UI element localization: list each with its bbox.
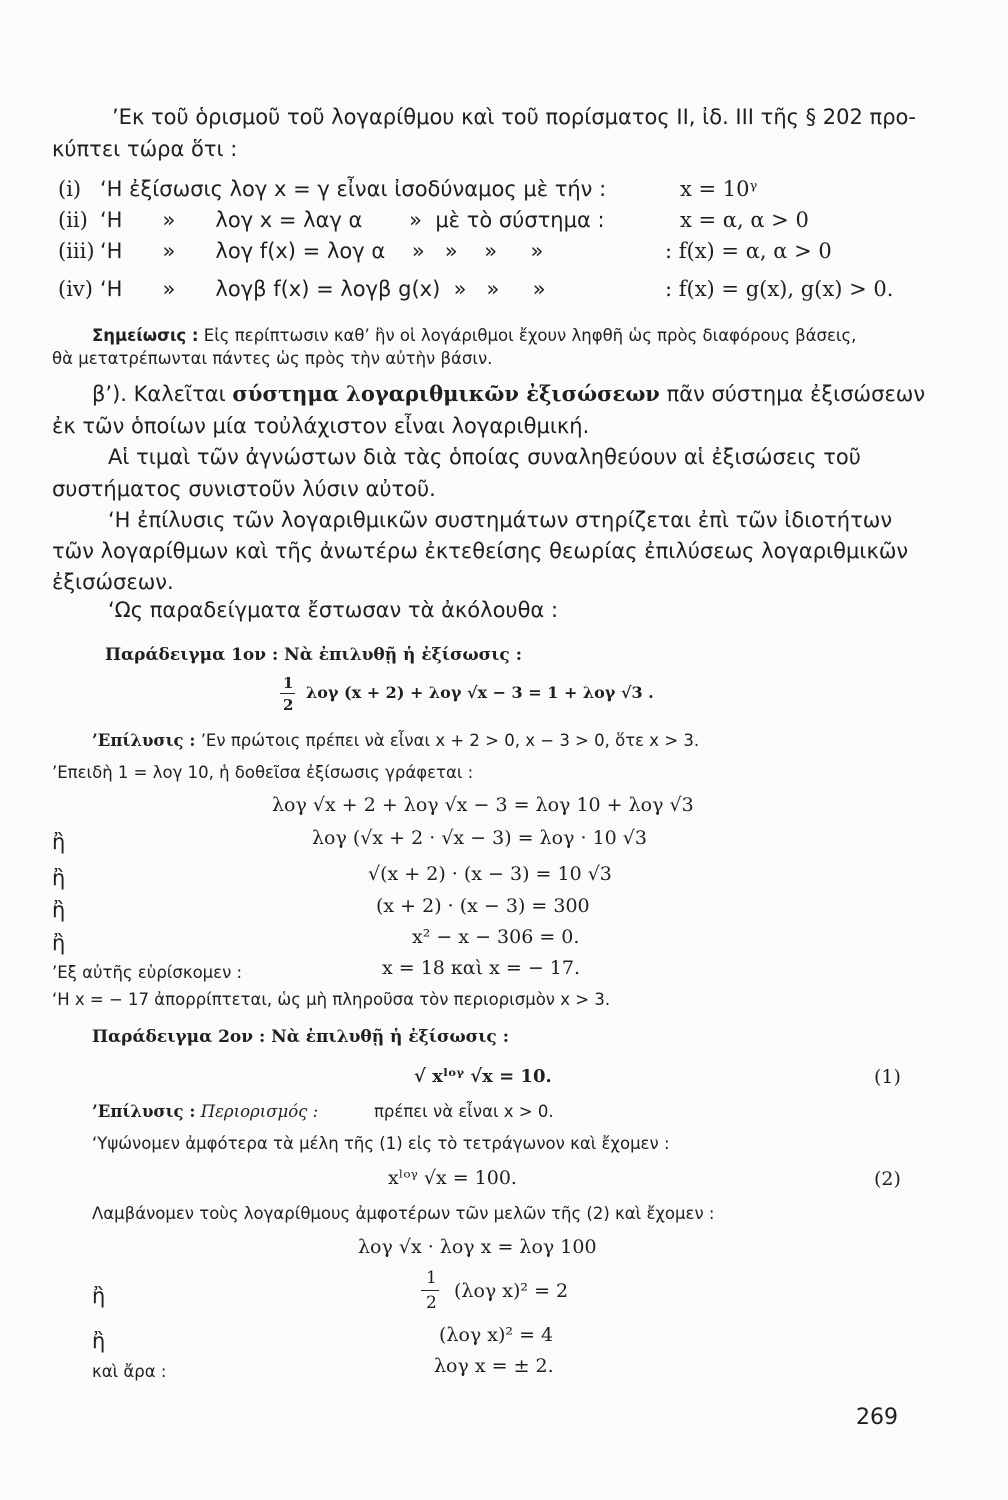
ex1-since-line: ’Επειδὴ 1 = λογ 10, ἡ δοθεῖσα ἐξίσωσις γράφεται : — [52, 763, 474, 782]
ex1-step: λογ √x + 2 + λογ √x − 3 = λογ 10 + λογ √3 — [272, 794, 694, 816]
para-b-line-1 — [92, 381, 925, 407]
ex1-step: λογ (√x + 2 · √x − 3) = λογ · 10 √3 — [312, 827, 648, 849]
case-result: x = 10ᵞ — [680, 177, 758, 201]
ex2-equation-1-number: (1) — [874, 1066, 901, 1088]
case-text: ‘Η » λογβ f(x) = λογβ g(x) » » » — [100, 277, 546, 301]
note-label: Σημείωσις : — [92, 326, 199, 345]
ex1-step-prefix: ἢ — [52, 866, 66, 890]
para-b-line-3: Αἱ τιμαὶ τῶν ἀγνώστων διὰ τὰς ὁποίας συναληθεύουν αἱ ἐξισώσεις τοῦ — [108, 445, 861, 469]
ex2-solution-label: ’Επίλυσις : — [92, 1102, 196, 1121]
case-result: : f(x) = α, α > 0 — [665, 239, 832, 263]
ex1-reject-line: ‘Η x = − 17 ἀπορρίπτεται, ὡς μὴ πληροῦσα τὸν περιορισμὸν x > 3. — [52, 990, 611, 1009]
para-b-line-5: ‘Η ἐπίλυσις τῶν λογαριθμικῶν συστημάτων στηρίζεται ἐπὶ τῶν ἰδιοτήτων — [108, 508, 893, 532]
para-b-tail: πᾶν σύστημα ἐξισώσεων — [666, 382, 926, 406]
case-label: (iii) — [58, 239, 95, 263]
case-text: ‘Η ἐξίσωσις λογ x = γ εἶναι ἰσοδύναμος μὲ τήν : — [100, 177, 607, 201]
intro-line-1: ’Εκ τοῦ ὁρισμοῦ τοῦ λογαρίθμου καὶ τοῦ πορίσματος ΙΙ, ἰδ. ΙΙΙ τῆς § 202 προ- — [112, 105, 916, 129]
page-number: 269 — [856, 1405, 898, 1430]
case-text: ‘Η » λογ x = λαγ α » μὲ τὸ σύστημα : — [100, 208, 605, 232]
ex1-solution-label: ’Επίλυσις : — [92, 731, 196, 750]
ex1-step: x² − x − 306 = 0. — [412, 926, 580, 948]
ex2-step-2-prefix: ἢ — [92, 1284, 106, 1308]
intro-line-2: κύπτει τώρα ὅτι : — [52, 137, 238, 161]
ex2-equation-1: √ xˡᵒᵞ √x = 10. — [414, 1066, 552, 1087]
case-label: (ii) — [58, 208, 88, 232]
ex1-equation: λογ (x + 2) + λογ √x − 3 = 1 + λογ √3 . — [306, 683, 654, 702]
case-label: (i) — [58, 177, 82, 201]
case-result: x = α, α > 0 — [680, 208, 809, 232]
ex2-log-line: Λαμβάνομεν τοὺς λογαρίθμους ἀμφοτέρων τῶν μελῶν τῆς (2) καὶ ἔχομεν : — [92, 1204, 715, 1223]
ex1-step-prefix: ἢ — [52, 931, 66, 955]
para-b-line-6: τῶν λογαρίθμων καὶ τῆς ἀνωτέρω ἐκτεθείσης θεωρίας ἐπιλύσεως λογαριθμικῶν — [52, 539, 909, 563]
ex2-restriction-text: πρέπει νὰ εἶναι x > 0. — [374, 1102, 554, 1121]
ex2-solution-line — [92, 1099, 318, 1125]
ex1-solution-line — [92, 728, 699, 754]
ex2-step-2: (λογ x)² = 2 — [454, 1280, 569, 1302]
ex1-step-prefix: ἢ — [52, 898, 66, 922]
example-1-title: Παράδειγμα 1ον : Νὰ ἐπιλυθῇ ἡ ἐξίσωσις : — [105, 645, 522, 665]
ex2-step-4-prefix: καὶ ἄρα : — [92, 1362, 167, 1381]
ex2-equation-2-number: (2) — [874, 1168, 901, 1190]
para-b-term: σύστημα λογαριθμικῶν ἐξισώσεων — [232, 381, 660, 406]
ex1-fraction-numerator: 1 — [283, 674, 294, 692]
ex2-restriction-label: Περιορισμός : — [200, 1102, 319, 1121]
ex2-step-3: (λογ x)² = 4 — [439, 1324, 554, 1346]
ex1-from-label: ’Εξ αὐτῆς εὑρίσκομεν : — [52, 963, 243, 982]
case-text: ‘Η » λογ f(x) = λογ α » » » » — [100, 239, 544, 263]
ex2-step-3-prefix: ἢ — [92, 1329, 106, 1353]
note-text: Εἰς περίπτωσιν καθ’ ἣν οἱ λογάριθμοι ἔχουν ληφθῆ ὡς πρὸς διαφόρους βάσεις, — [203, 326, 857, 345]
para-b-line-2: ἐκ τῶν ὁποίων μία τοὐλάχιστον εἶναι λογαριθμική. — [52, 414, 590, 438]
para-b-lead: β’). Καλεῖται — [92, 382, 226, 406]
para-b-line-4: συστήματος συνιστοῦν λύσιν αὐτοῦ. — [52, 477, 436, 501]
case-label: (iv) — [58, 277, 93, 301]
case-result: : f(x) = g(x), g(x) > 0. — [665, 277, 894, 301]
ex1-step: (x + 2) · (x − 3) = 300 — [376, 895, 590, 917]
ex1-fraction-bar — [280, 693, 295, 694]
ex2-fraction-denominator: 2 — [426, 1293, 437, 1313]
ex1-step: √(x + 2) · (x − 3) = 10 √3 — [368, 863, 612, 885]
ex1-roots: x = 18 καὶ x = − 17. — [382, 957, 581, 979]
ex2-fraction-numerator: 1 — [426, 1268, 437, 1288]
ex1-solution-text: ’Εν πρώτοις πρέπει νὰ εἶναι x + 2 > 0, x − 3 > 0, ὅτε x > 3. — [200, 731, 700, 750]
para-b-line-8: ‘Ως παραδείγματα ἔστωσαν τὰ ἀκόλουθα : — [108, 598, 559, 622]
example-2-title: Παράδειγμα 2ον : Νὰ ἐπιλυθῇ ἡ ἐξίσωσις : — [92, 1027, 509, 1047]
ex2-step-4: λογ x = ± 2. — [434, 1355, 554, 1377]
para-b-line-7: ἐξισώσεων. — [52, 570, 174, 594]
ex2-step-1: λογ √x · λογ x = λογ 100 — [358, 1236, 597, 1258]
ex2-equation-2: xˡᵒᵞ √x = 100. — [388, 1167, 517, 1189]
ex1-step-prefix: ἢ — [52, 830, 66, 854]
ex2-fraction-bar — [421, 1290, 439, 1291]
ex1-fraction-denominator: 2 — [283, 696, 294, 714]
ex2-square-line: ‘Υψώνομεν ἀμφότερα τὰ μέλη τῆς (1) εἰς τὸ τετράγωνον καὶ ἔχομεν : — [92, 1134, 670, 1153]
note-line-2: θὰ μετατρέπωνται πάντες ὡς πρὸς τὴν αὐτὴν βάσιν. — [52, 349, 493, 368]
